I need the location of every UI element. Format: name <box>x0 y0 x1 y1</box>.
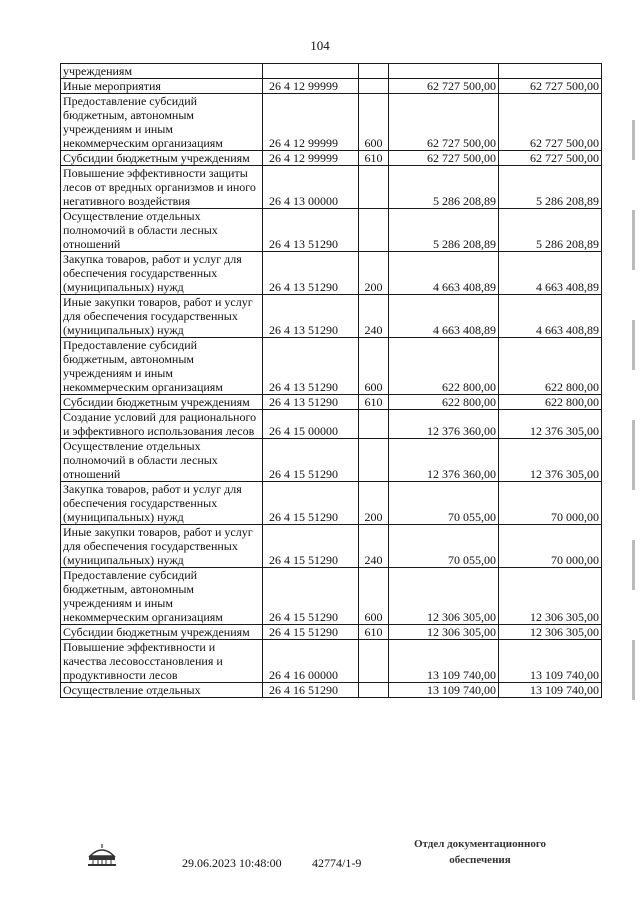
cell-vr: 610 <box>359 151 389 166</box>
cell-sum2 <box>499 64 602 79</box>
cell-sum1: 70 055,00 <box>389 525 499 568</box>
cell-sum1 <box>389 64 499 79</box>
cell-name: Субсидии бюджетным учреждениям <box>61 151 263 166</box>
cell-name: учреждениям <box>61 64 263 79</box>
table-row <box>61 151 602 166</box>
cell-sum1: 5 286 208,89 <box>389 209 499 252</box>
cell-code: 26 4 15 51290 <box>263 625 359 640</box>
cell-sum1: 12 306 305,00 <box>389 625 499 640</box>
cell-sum1: 12 376 360,00 <box>389 439 499 482</box>
margin-scan-marks <box>630 120 638 760</box>
cell-sum1: 62 727 500,00 <box>389 151 499 166</box>
cell-vr: 610 <box>359 395 389 410</box>
cell-vr <box>359 439 389 482</box>
cell-name: Иные закупки товаров, работ и услуг для обеспечения государственных (муниципальных) нужд <box>61 295 263 338</box>
cell-sum2: 62 727 500,00 <box>499 94 602 151</box>
cell-sum2: 70 000,00 <box>499 482 602 525</box>
cell-vr: 600 <box>359 94 389 151</box>
table-row <box>61 166 602 209</box>
cell-vr <box>359 683 389 698</box>
footer-datetime: 29.06.2023 10:48:00 <box>182 856 282 870</box>
cell-code <box>263 64 359 79</box>
cell-sum2: 622 800,00 <box>499 338 602 395</box>
table-row <box>61 64 602 79</box>
page-number: 104 <box>310 38 330 53</box>
cell-vr: 240 <box>359 295 389 338</box>
cell-name: Предоставление субсидий бюджетным, автономным учреждениям и иным некоммерческим организациям <box>61 338 263 395</box>
cell-code: 26 4 13 00000 <box>263 166 359 209</box>
cell-sum1: 70 055,00 <box>389 482 499 525</box>
cell-sum1: 12 376 360,00 <box>389 410 499 439</box>
cell-code: 26 4 13 51290 <box>263 295 359 338</box>
stamp-line-1: Отдел документационного <box>413 838 547 850</box>
cell-sum2: 5 286 208,89 <box>499 209 602 252</box>
cell-vr <box>359 209 389 252</box>
table-row <box>61 410 602 439</box>
cell-sum1: 13 109 740,00 <box>389 683 499 698</box>
cell-vr: 600 <box>359 568 389 625</box>
cell-sum1: 622 800,00 <box>389 338 499 395</box>
cell-name: Предоставление субсидий бюджетным, автономным учреждениям и иным некоммерческим организациям <box>61 568 263 625</box>
cell-sum1: 4 663 408,89 <box>389 295 499 338</box>
footer-doc-number: 42774/1-9 <box>312 856 362 870</box>
table-row <box>61 683 602 698</box>
cell-code: 26 4 13 51290 <box>263 209 359 252</box>
cell-sum2: 12 376 305,00 <box>499 410 602 439</box>
cell-name: Осуществление отдельных полномочий в области лесных отношений <box>61 209 263 252</box>
cell-name: Повышение эффективности и качества лесовосстановления и продуктивности лесов <box>61 640 263 683</box>
table-row <box>61 640 602 683</box>
cell-vr <box>359 64 389 79</box>
cell-vr <box>359 166 389 209</box>
cell-sum2: 4 663 408,89 <box>499 252 602 295</box>
table-row <box>61 568 602 625</box>
cell-name: Субсидии бюджетным учреждениям <box>61 625 263 640</box>
cell-sum2: 12 306 305,00 <box>499 568 602 625</box>
cell-code: 26 4 12 99999 <box>263 79 359 94</box>
stamp-line-2: обеспечения <box>449 854 511 866</box>
cell-sum2: 13 109 740,00 <box>499 683 602 698</box>
cell-vr: 600 <box>359 338 389 395</box>
cell-name: Субсидии бюджетным учреждениям <box>61 395 263 410</box>
cell-code: 26 4 15 51290 <box>263 439 359 482</box>
table-row <box>61 79 602 94</box>
cell-sum2: 62 727 500,00 <box>499 151 602 166</box>
cell-sum2: 62 727 500,00 <box>499 79 602 94</box>
cell-sum2: 12 306 305,00 <box>499 625 602 640</box>
cell-sum2: 5 286 208,89 <box>499 166 602 209</box>
cell-code: 26 4 15 51290 <box>263 482 359 525</box>
cell-name: Иные закупки товаров, работ и услуг для обеспечения государственных (муниципальных) нужд <box>61 525 263 568</box>
cell-code: 26 4 13 51290 <box>263 395 359 410</box>
cell-sum1: 5 286 208,89 <box>389 166 499 209</box>
cell-code: 26 4 16 00000 <box>263 640 359 683</box>
cell-vr <box>359 640 389 683</box>
cell-code: 26 4 12 99999 <box>263 151 359 166</box>
cell-name: Иные мероприятия <box>61 79 263 94</box>
table-row <box>61 338 602 395</box>
cell-code: 26 4 13 51290 <box>263 338 359 395</box>
table-row <box>61 625 602 640</box>
cell-name: Создание условий для рационального и эффективного использования лесов <box>61 410 263 439</box>
cell-vr: 240 <box>359 525 389 568</box>
cell-sum1: 4 663 408,89 <box>389 252 499 295</box>
table-row <box>61 252 602 295</box>
table-row <box>61 209 602 252</box>
cell-vr: 610 <box>359 625 389 640</box>
cell-code: 26 4 15 51290 <box>263 568 359 625</box>
table-row <box>61 439 602 482</box>
cell-code: 26 4 15 51290 <box>263 525 359 568</box>
cell-sum1: 12 306 305,00 <box>389 568 499 625</box>
cell-code: 26 4 13 51290 <box>263 252 359 295</box>
department-stamp <box>400 836 560 868</box>
cell-sum2: 13 109 740,00 <box>499 640 602 683</box>
cell-sum2: 4 663 408,89 <box>499 295 602 338</box>
cell-sum1: 13 109 740,00 <box>389 640 499 683</box>
cell-sum1: 62 727 500,00 <box>389 94 499 151</box>
table-row <box>61 395 602 410</box>
cell-vr <box>359 79 389 94</box>
cell-vr: 200 <box>359 482 389 525</box>
cell-name: Предоставление субсидий бюджетным, автономным учреждениям и иным некоммерческим организациям <box>61 94 263 151</box>
cell-sum1: 622 800,00 <box>389 395 499 410</box>
cell-name: Повышение эффективности защиты лесов от вредных организмов и иного негативного воздействия <box>61 166 263 209</box>
cell-name: Закупка товаров, работ и услуг для обеспечения государственных (муниципальных) нужд <box>61 252 263 295</box>
table-row <box>61 482 602 525</box>
budget-table <box>60 63 602 698</box>
table-row <box>61 94 602 151</box>
cell-sum2: 622 800,00 <box>499 395 602 410</box>
cell-sum2: 12 376 305,00 <box>499 439 602 482</box>
table-row <box>61 525 602 568</box>
cell-name: Осуществление отдельных <box>61 683 263 698</box>
cell-name: Осуществление отдельных полномочий в области лесных отношений <box>61 439 263 482</box>
cell-name: Закупка товаров, работ и услуг для обеспечения государственных (муниципальных) нужд <box>61 482 263 525</box>
cell-code: 26 4 12 99999 <box>263 94 359 151</box>
cell-sum2: 70 000,00 <box>499 525 602 568</box>
duma-logo <box>86 842 118 866</box>
cell-code: 26 4 16 51290 <box>263 683 359 698</box>
cell-vr <box>359 410 389 439</box>
cell-sum1: 62 727 500,00 <box>389 79 499 94</box>
cell-vr: 200 <box>359 252 389 295</box>
cell-code: 26 4 15 00000 <box>263 410 359 439</box>
table-row <box>61 295 602 338</box>
